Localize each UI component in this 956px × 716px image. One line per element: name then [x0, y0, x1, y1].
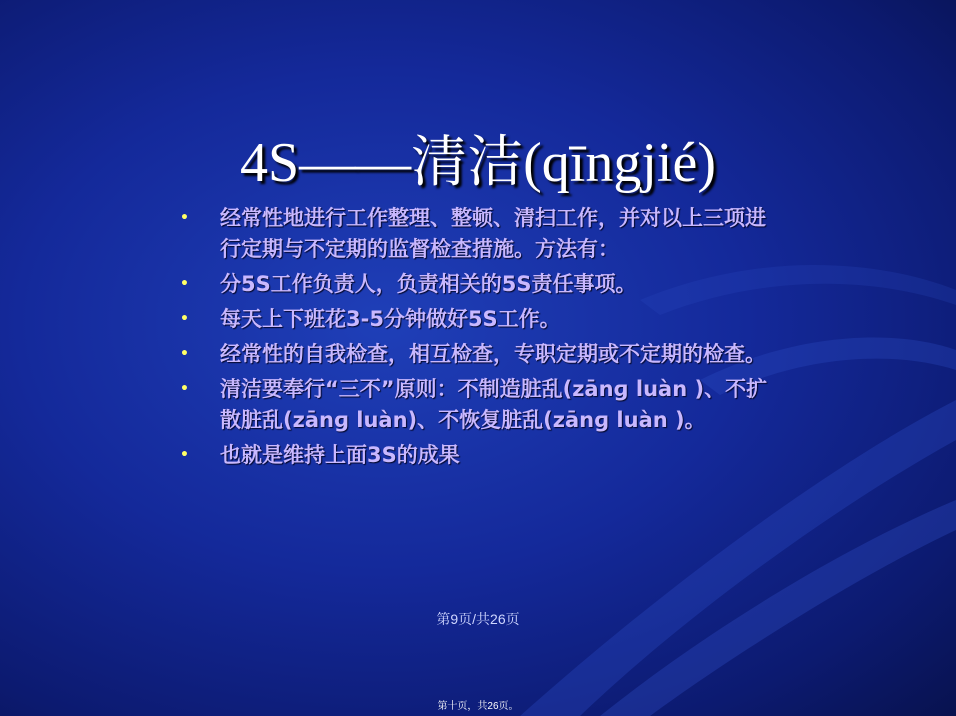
page-indicator: 第9页/共26页 — [436, 611, 520, 627]
slide-title: 4S——清洁(qīngjié) — [240, 132, 716, 194]
bullet-text: 经常性地进行工作整理、整顿、清扫工作，并对以上三项进行定期与不定期的监督检查措施。方法有： — [220, 206, 766, 261]
bullet-list — [180, 203, 780, 475]
bullet-dot-icon: • — [180, 346, 189, 362]
bullet-dot-icon: • — [180, 276, 189, 292]
bullet-item — [180, 203, 780, 265]
bullet-item — [180, 339, 780, 370]
bullet-dot-icon: • — [180, 381, 189, 397]
footer-note: 第十页，共26页。 — [437, 701, 519, 712]
bullet-item — [180, 440, 780, 471]
bullet-text: 经常性的自我检查，相互检查，专职定期或不定期的检查。 — [220, 342, 766, 366]
bullet-text: 也就是维持上面3S的成果 — [220, 443, 460, 467]
bullet-dot-icon: • — [180, 210, 189, 226]
bullet-dot-icon: • — [180, 311, 189, 327]
bullet-text: 每天上下班花3-5分钟做好5S工作。 — [220, 307, 561, 331]
bullet-text: 清洁要奉行“三不”原则：不制造脏乱(zānɡ luàn )、不扩散脏乱(zānɡ luàn)、不恢复脏乱(zānɡ luàn )。 — [220, 377, 768, 432]
bullet-dot-icon: • — [180, 447, 189, 463]
bullet-item — [180, 269, 780, 300]
bullet-item — [180, 374, 780, 436]
bullet-text: 分5S工作负责人，负责相关的5S责任事项。 — [220, 272, 637, 296]
bullet-item — [180, 304, 780, 335]
